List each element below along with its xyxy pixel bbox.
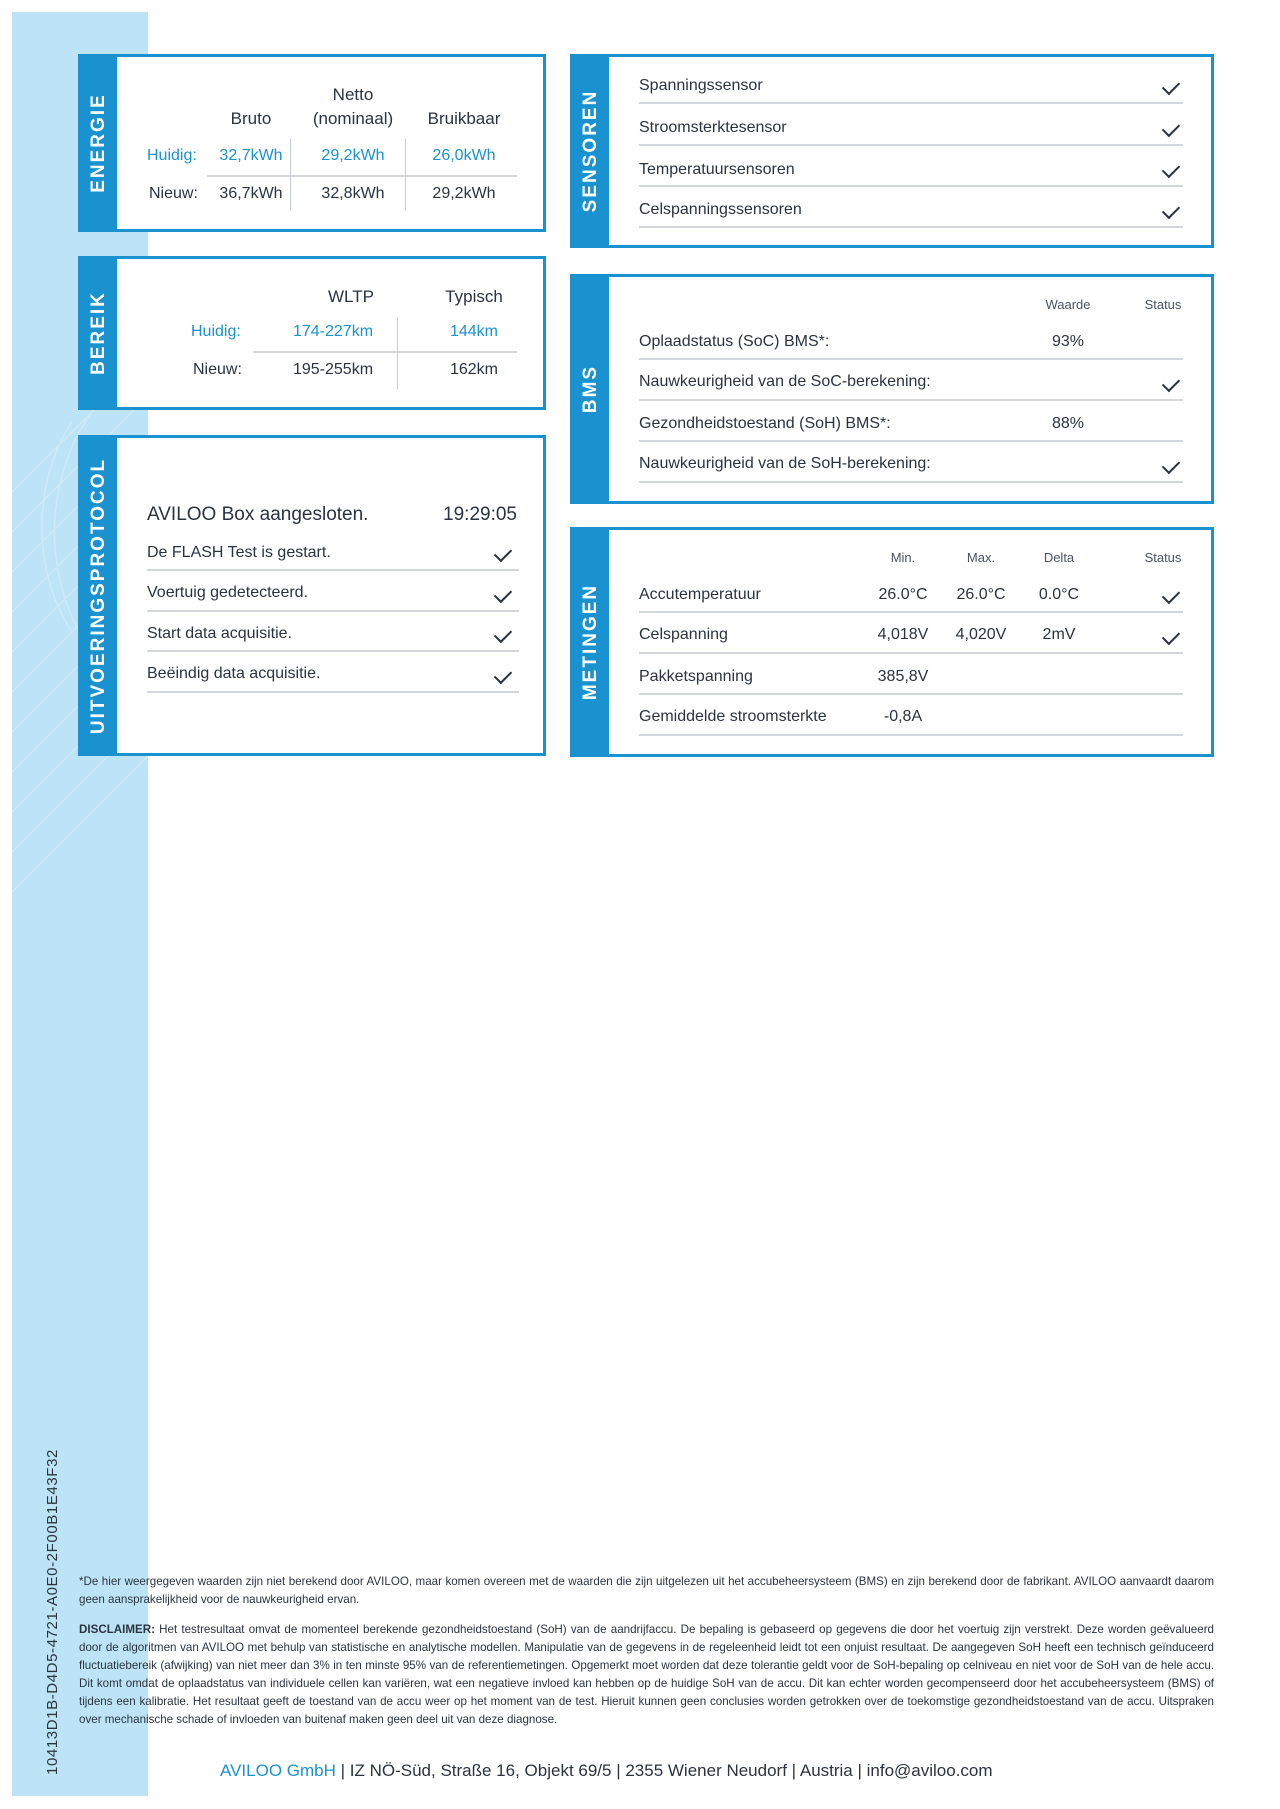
sensor-divider	[639, 102, 1183, 104]
col-bruikbaar: Bruikbaar	[427, 109, 501, 128]
energie-huidig-netto: 29,2kWh	[321, 147, 385, 164]
bereik-nieuw-wltp: 195-255km	[292, 361, 374, 378]
uitvoering-title: AVILOO Box aangesloten.	[147, 504, 369, 525]
col-status: Status	[1144, 297, 1182, 312]
sensor-item: Stroomsterktesensor	[639, 119, 787, 136]
metingen-delta: 2mV	[1042, 626, 1076, 643]
col-typisch: Typisch	[445, 287, 503, 306]
company-name: AVILOO GmbH	[220, 1761, 336, 1780]
col-status: Status	[1144, 550, 1182, 565]
energie-huidig-bruikbaar: 26,0kWh	[432, 147, 496, 164]
checkmark-icon	[494, 625, 512, 643]
bms-label: Oplaadstatus (SoC) BMS*:	[639, 333, 830, 350]
bereik-label-nieuw: Nieuw:	[193, 361, 242, 378]
checkmark-icon	[1162, 201, 1180, 219]
uitvoering-divider	[147, 569, 519, 571]
energie-col-divider	[290, 139, 291, 211]
metingen-card	[570, 527, 1214, 757]
metingen-divider	[639, 734, 1183, 736]
metingen-divider	[639, 652, 1183, 654]
bms-value: 88%	[1051, 415, 1085, 432]
sensor-divider	[639, 185, 1183, 187]
uitvoering-time: 19:29:05	[443, 504, 517, 525]
bms-divider	[639, 399, 1183, 401]
bms-label: Nauwkeurigheid van de SoC-berekening:	[639, 373, 931, 390]
metingen-divider	[639, 693, 1183, 695]
energie-huidig-bruto: 32,7kWh	[219, 147, 283, 164]
energie-nieuw-netto: 32,8kWh	[321, 185, 385, 202]
col-delta: Delta	[1043, 550, 1075, 565]
energie-tab: ENERGIE	[81, 57, 117, 229]
bms-value: 93%	[1051, 333, 1085, 350]
bms-label: Gezondheidstoestand (SoH) BMS*:	[639, 415, 891, 432]
company-address: | IZ NÖ-Süd, Straße 16, Objekt 69/5 | 2355 Wiener Neudorf | Austria | info@aviloo.com	[335, 1761, 993, 1780]
uitvoering-item: Voertuig gedetecteerd.	[147, 584, 309, 601]
metingen-max: 26.0°C	[956, 586, 1006, 603]
metingen-label: Celspanning	[639, 626, 728, 643]
col-min: Min.	[890, 550, 916, 565]
metingen-delta: 0.0°C	[1038, 586, 1080, 603]
metingen-label: Pakketspanning	[639, 668, 753, 685]
energie-label-nieuw: Nieuw:	[149, 185, 198, 202]
metingen-min: 4,018V	[877, 626, 929, 643]
checkmark-icon	[1162, 456, 1180, 474]
uitvoering-item: De FLASH Test is gestart.	[147, 544, 331, 561]
col-wltp: WLTP	[328, 287, 374, 306]
bms-card	[570, 274, 1214, 504]
sensor-item: Temperatuursensoren	[639, 161, 795, 178]
metingen-label: Accutemperatuur	[639, 586, 761, 603]
metingen-tab: METINGEN	[573, 530, 609, 754]
disclaimer-text: Het testresultaat omvat de momenteel berekende gezondheidstoestand (SoH) van de aandrijfaccu. De bepaling is gebaseerd op gegevens die door het voertuig zijn verstrekt. Deze worden geëvalueerd door de algoritmen van AVILOO met behulp van statistische en analytische modellen. Manipulatie van de gegevens in de regeleenheid leidt tot een onjuist resultaat. De aangegeven SoH heeft een technisch geïnduceerd fluctuatiebereik (afwijking) van niet meer dan 3% in ten minste 95% van de referentiemetingen. Opgemerkt moet worden dat deze tolerantie geldt voor de SoH-bepaling op celniveau en niet voor de SoH van de hele accu. Dit komt omdat de oplaadstatus van individuele cellen kan variëren, wat een negatieve invloed kan hebben op de huidige SoH van de accu. Dit kan echter worden gecompenseerd door het accubeheersysteem (BMS) of tijdens een kalibratie. Het resultaat geeft de toestand van de accu weer op het moment van de test. Hieruit kunnen geen conclusies worden getrokken over de toekomstige gezondheidstoestand van de accu. Uitspraken over mechanische schade of invloeden van buitenaf maken geen deel uit van deze diagnose.	[79, 1623, 1214, 1726]
checkmark-icon	[494, 585, 512, 603]
checkmark-icon	[1162, 77, 1180, 95]
uitvoering-divider	[147, 610, 519, 612]
sensor-divider	[639, 144, 1183, 146]
sensor-item: Spanningssensor	[639, 77, 763, 94]
checkmark-icon	[494, 544, 512, 562]
checkmark-icon	[1162, 160, 1180, 178]
bereik-tab: BEREIK	[81, 259, 117, 407]
footnote: *De hier weergegeven waarden zijn niet berekend door AVILOO, maar komen overeen met de waarden die zijn uitgelezen uit het accubeheersysteem (BMS) en zijn berekend door de fabrikant. AVILOO aanvaardt daarom geen aansprakelijkheid voor de nauwkeurigheid ervan.	[79, 1575, 1214, 1606]
disclaimer-label: DISCLAIMER:	[79, 1623, 155, 1636]
bereik-huidig-wltp: 174-227km	[292, 323, 374, 340]
col-netto-1: Netto	[332, 85, 374, 104]
document-id: 10413D1B-D4D5-4721-A0E0-2F00B1E43F32	[44, 1449, 61, 1775]
col-bruto: Bruto	[230, 109, 272, 128]
bereik-label-huidig: Huidig:	[191, 323, 241, 340]
uitvoering-card	[78, 435, 546, 756]
metingen-divider	[639, 611, 1183, 613]
col-netto-2: (nominaal)	[312, 109, 394, 128]
bms-divider	[639, 358, 1183, 360]
metingen-min: 385,8V	[877, 668, 929, 685]
checkmark-icon	[1162, 119, 1180, 137]
footer-address	[220, 1761, 993, 1781]
bereik-nieuw-typisch: 162km	[449, 361, 499, 378]
bms-label: Nauwkeurigheid van de SoH-berekening:	[639, 455, 931, 472]
checkmark-icon	[1162, 586, 1180, 604]
uitvoering-tab: UITVOERINGSPROTOCOL	[81, 438, 117, 753]
uitvoering-item: Beëindig data acquisitie.	[147, 665, 321, 682]
bereik-row-divider	[253, 351, 517, 353]
bms-divider	[639, 440, 1183, 442]
sensoren-card	[570, 54, 1214, 248]
checkmark-icon	[1162, 627, 1180, 645]
metingen-min: -0,8A	[883, 708, 923, 725]
metingen-min: 26.0°C	[878, 586, 928, 603]
energie-row-divider	[207, 175, 517, 177]
energie-nieuw-bruikbaar: 29,2kWh	[432, 185, 496, 202]
col-waarde: Waarde	[1045, 297, 1091, 312]
metingen-max: 4,020V	[955, 626, 1007, 643]
energie-nieuw-bruto: 36,7kWh	[219, 185, 283, 202]
bereik-huidig-typisch: 144km	[449, 323, 499, 340]
col-max: Max.	[966, 550, 996, 565]
sensor-item: Celspanningssensoren	[639, 201, 802, 218]
bereik-col-divider	[397, 317, 398, 389]
sensoren-tab: SENSOREN	[573, 57, 609, 245]
uitvoering-divider	[147, 650, 519, 652]
uitvoering-item: Start data acquisitie.	[147, 625, 292, 642]
bereik-card	[78, 256, 546, 410]
checkmark-icon	[1162, 374, 1180, 392]
energie-card	[78, 54, 546, 232]
disclaimer	[79, 1621, 1214, 1729]
sensor-divider	[639, 226, 1183, 228]
energie-col-divider	[405, 139, 406, 211]
metingen-label: Gemiddelde stroomsterkte	[639, 708, 827, 725]
bms-tab: BMS	[573, 277, 609, 501]
energie-label-huidig: Huidig:	[147, 147, 197, 164]
checkmark-icon	[494, 666, 512, 684]
uitvoering-divider	[147, 691, 519, 693]
bms-divider	[639, 481, 1183, 483]
